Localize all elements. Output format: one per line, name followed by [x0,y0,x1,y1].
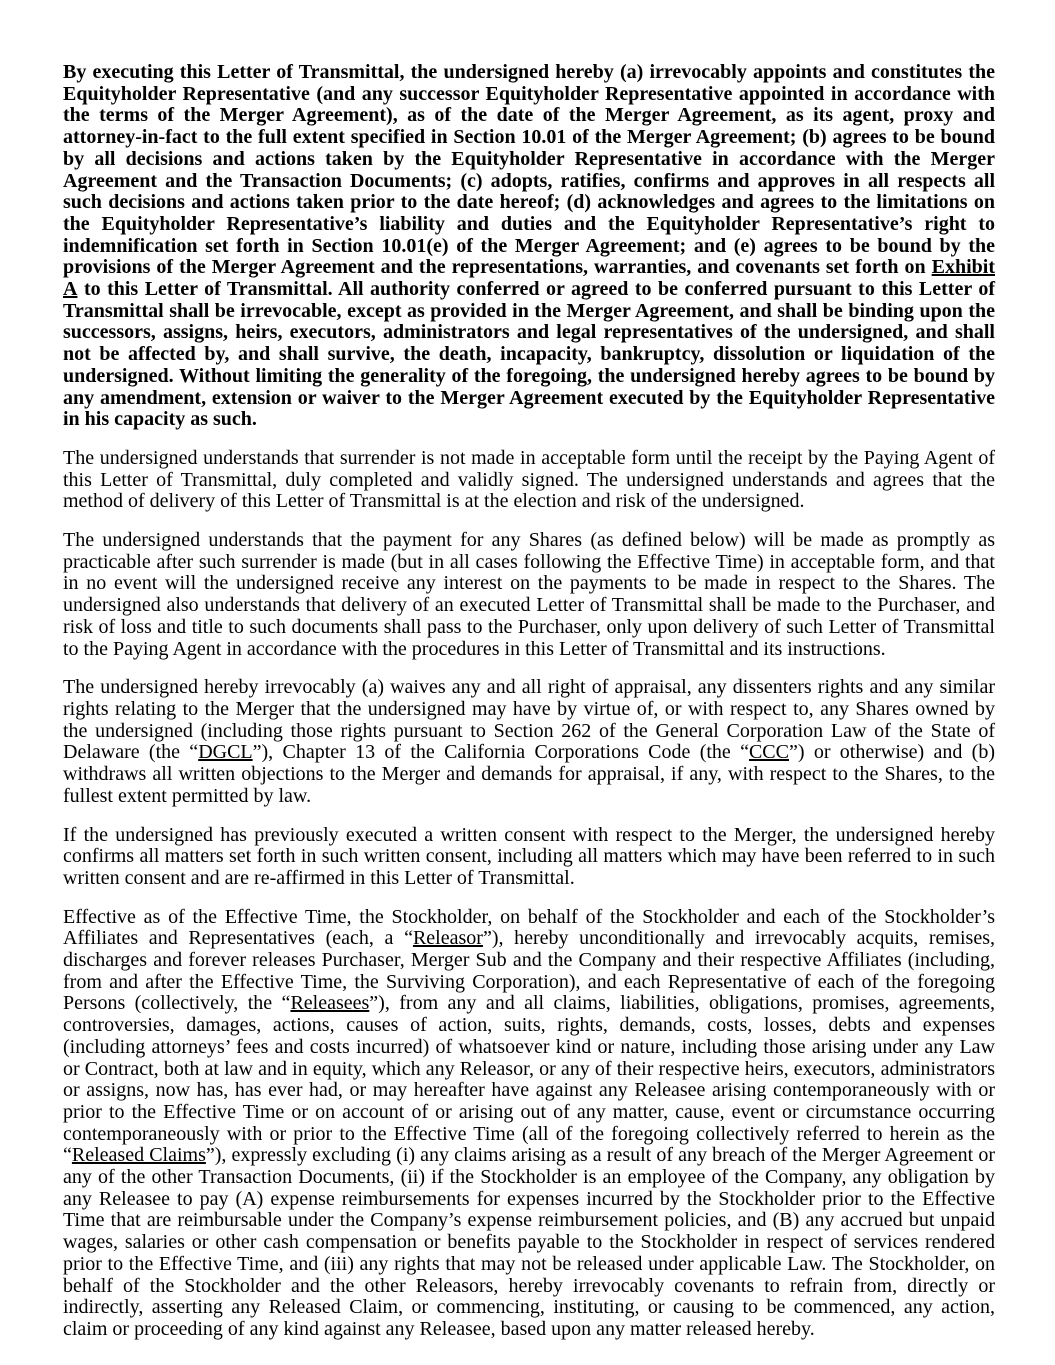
text-run: to this Letter of Transmittal. All authority conferred or agreed to be conferred pursuant to this Letter of Transmittal shall be irrevocable, except as provided in the Merger Agreement, and shall be binding upon the successors, assigns, heirs, executors, administrators and legal representatives of the undersigned, and shall not be affected by, and shall survive, the death, incapacity, bankruptcy, dissolution or liquidation of the undersigned. Without limiting the generality of the foregoing, the undersigned hereby agrees to be bound by any amendment, extension or waiver to the Merger Agreement executed by the Equityholder Representative in his capacity as such. [63,278,995,431]
text-run: The undersigned hereby irrevocably (a) waives any and all right of appraisal, any dissenters rights and any similar rights relating to the Merger that the undersigned may have by virtue of, or with respect to, any Shares owned by the undersigned (including those rights pursuant to Section 262 of the General Corporation Law of the State of Delaware (the “ [63,676,995,764]
text-run: ”) or otherwise) and (b) withdraws all written objections to the Merger and demands for appraisal, if any, with respect to the Shares, to the fullest extent permitted by law. [63,741,995,807]
para-payment-for-shares [63,530,995,660]
defined-term-exhibit-a: Exhibit A [63,256,995,301]
text-run: If the undersigned has previously executed a written consent with respect to the Merger, the undersigned hereby confirms all matters set forth in such written consent, including all matters which may have been referred to in such written consent and are re-affirmed in this Letter of Transmittal. [63,823,995,889]
para-written-consent-confirmation [63,825,995,890]
text-run: By executing this Letter of Transmittal, the undersigned hereby (a) irrevocably appoints and constitutes the Equityholder Representative (and any successor Equityholder Representative appointed in accordance with the terms of the Merger Agreement), as of the date of the Merger Agreement, as its agent, proxy and attorney-in-fact to the full extent specified in Section 10.01 of the Merger Agreement; (b) agrees to be bound by all decisions and actions taken by the Equityholder Representative in accordance with the Merger Agreement and the Transaction Documents; (c) adopts, ratifies, confirms and approves in all respects all such decisions and actions taken prior to the date hereof; (d) acknowledges and agrees to the limitations on the Equityholder Representative’s liability and duties and the Equityholder Representative’s right to indemnification set forth in Section 10.01(e) of the Merger Agreement; and (e) agrees to be bound by the provisions of the Merger Agreement and the representations, warranties, and covenants set forth on [63,61,995,279]
text-run: ”), expressly excluding (i) any claims arising as a result of any breach of the Merger Agreement or any of the other Transaction Documents, (ii) if the Stockholder is an employee of the Company, any obligation by any Releasee to pay (A) expense reimbursements for expenses incurred by the Stockholder prior to the Effective Time that are reimbursable under the Company’s expense reimbursement policies, and (B) any accrued but unpaid wages, salaries or other cash compensation or benefits payable to the Stockholder in respect of services rendered prior to the Effective Time, and (iii) any rights that may not be released under applicable Law. The Stockholder, on behalf of the Stockholder and the other Releasors, hereby irrevocably covenants to refrain from, directly or indirectly, asserting any Released Claim, or commencing, instituting, or causing to be commenced, any action, claim or proceeding of any kind against any Releasee, based upon any matter released hereby. [63,1144,995,1340]
para-waiver-of-appraisal-rights [63,677,995,807]
text-run: Effective as of the Effective Time, the Stockholder, on behalf of the Stockholder and each of the Stockholder’s Affiliates and Representatives (each, a “ [63,905,995,950]
text-run: ”), Chapter 13 of the California Corporations Code (the “ [252,741,749,764]
defined-term-released-claims: Released Claims [71,1144,206,1167]
defined-term-releasees: Releasees [290,992,370,1015]
para-release-of-claims [63,907,995,1341]
text-run: The undersigned understands that surrender is not made in acceptable form until the receipt by the Paying Agent of this Letter of Transmittal, duly completed and validly signed. The undersigned understands and agrees that the method of delivery of this Letter of Transmittal is at the election and risk of the undersigned. [63,446,995,513]
defined-term-releasor: Releasor [412,927,483,950]
defined-term-ccc: CCC [748,741,789,764]
text-run: ”), from any and all claims, liabilities, obligations, promises, agreements, controversies, damages, actions, causes of action, suits, rights, demands, costs, losses, debts and expenses (including attorneys’ fees and costs incurred) of whatsoever kind or nature, including those arising under any Law or Contract, both at law and in equity, which any Releasor, or any of their respective heirs, executors, administrators or assigns, now has, has ever had, or may hereafter have against any Releasee arising contemporaneously with or prior to the Effective Time or on account of or arising out of any matter, cause, event or circumstance occurring contemporaneously with or prior to the Effective Time (all of the foregoing collectively referred to herein as the “ [63,992,995,1167]
text-run: ”), hereby unconditionally and irrevocably acquits, remises, discharges and forever releases Purchaser, Merger Sub and the Company and their respective Affiliates (including, from and after the Effective Time, the Surviving Corporation), and each Representative of each of the foregoing Persons (collectively, the “ [63,927,995,1015]
para-surrender-acceptable-form [63,448,995,513]
defined-term-dgcl: DGCL [198,741,253,764]
text-run: The undersigned understands that the payment for any Shares (as defined below) will be made as promptly as practicable after such surrender is made (but in all cases following the Effective Time) in acceptable form, and that in no event will the undersigned receive any interest on the payments to be made in respect to the Shares. The undersigned also understands that delivery of an executed Letter of Transmittal shall be made to the Purchaser, and risk of loss and title to such documents shall pass to the Purchaser, only upon delivery of such Letter of Transmittal to the Paying Agent in accordance with the procedures in this Letter of Transmittal and its instructions. [63,529,995,660]
para-equityholder-representative-appointment [63,62,995,431]
